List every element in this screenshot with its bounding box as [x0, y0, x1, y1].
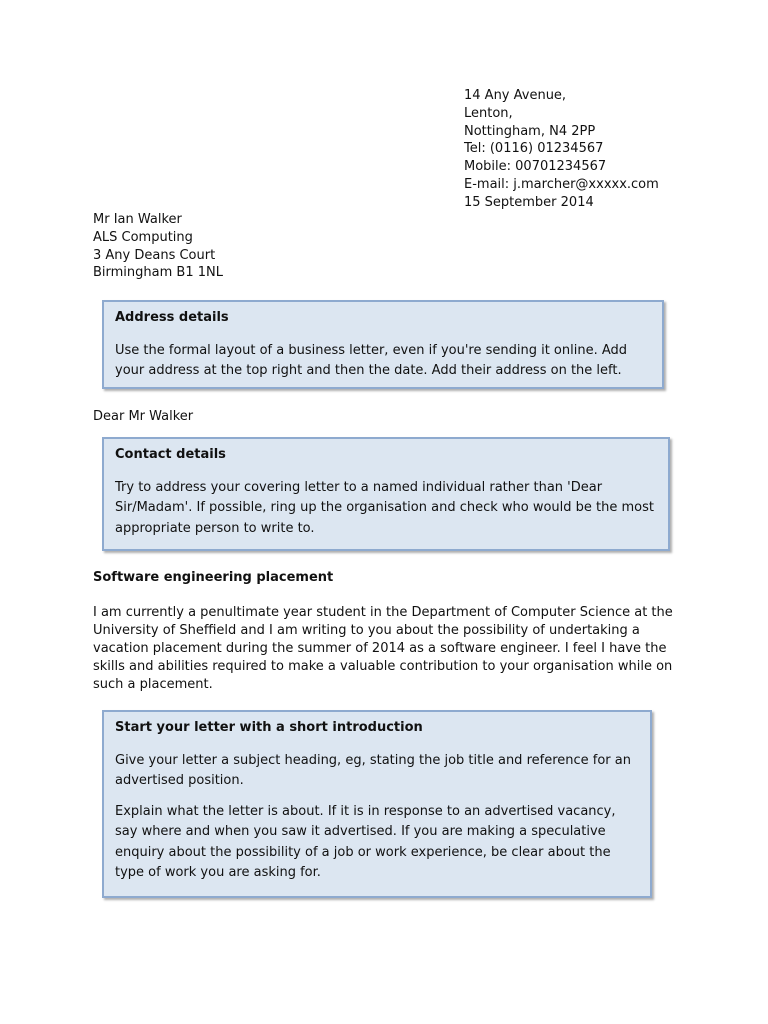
sender-city-postcode: Nottingham, N4 2PP: [464, 123, 596, 139]
recipient-street: 3 Any Deans Court: [93, 247, 216, 263]
tip-text: Use the formal layout of a business letter, even if you're sending it online. Add your address at the top right and then the date. Add their address on the left.: [115, 343, 628, 379]
recipient-address: [93, 211, 223, 282]
recipient-city: Birmingham B1 1NL: [93, 265, 223, 281]
sender-district: Lenton,: [464, 105, 513, 121]
tip-box-introduction: [102, 710, 652, 898]
tip-title: Start your letter with a short introduction: [115, 720, 423, 735]
tip-title: Address details: [115, 310, 229, 325]
tip-title: Contact details: [115, 447, 226, 462]
tip-box-contact-details: [102, 437, 670, 551]
tip-box-address-details: [102, 300, 664, 389]
recipient-name: Mr Ian Walker: [93, 212, 182, 227]
sender-address: [464, 87, 659, 212]
tip-text: Give your letter a subject heading, eg, stating the job title and reference for an advertised position.: [115, 753, 631, 789]
sender-mobile: Mobile: 00701234567: [464, 159, 607, 175]
recipient-company: ALS Computing: [93, 229, 193, 245]
subject-heading: Software engineering placement: [93, 570, 334, 585]
letter-date: 15 September 2014: [464, 194, 594, 210]
salutation: Dear Mr Walker: [93, 409, 194, 424]
sender-email: E-mail: j.marcher@xxxxx.com: [464, 176, 659, 192]
tip-text: Try to address your covering letter to a named individual rather than 'Dear Sir/Madam'. If possible, ring up the organisation and check who would be the most appropriate person to write to.: [115, 480, 655, 536]
sender-telephone: Tel: (0116) 01234567: [464, 141, 604, 157]
sender-street: 14 Any Avenue,: [464, 88, 567, 103]
tip-text: Explain what the letter is about. If it is in response to an advertised vacancy, say where and when you saw it advertised. If you are making a speculative enquiry about the possibility of a job or work experience, be clear about the type of work you are asking for.: [115, 803, 616, 881]
intro-paragraph: I am currently a penultimate year student in the Department of Computer Science at the University of Sheffield and I am writing to you about the possibility of undertaking a vacation placement during the summer of 2014 as a software engineer. I feel I have the skills and abilities required to make a valuable contribution to your organisation while on such a placement.: [93, 605, 673, 692]
